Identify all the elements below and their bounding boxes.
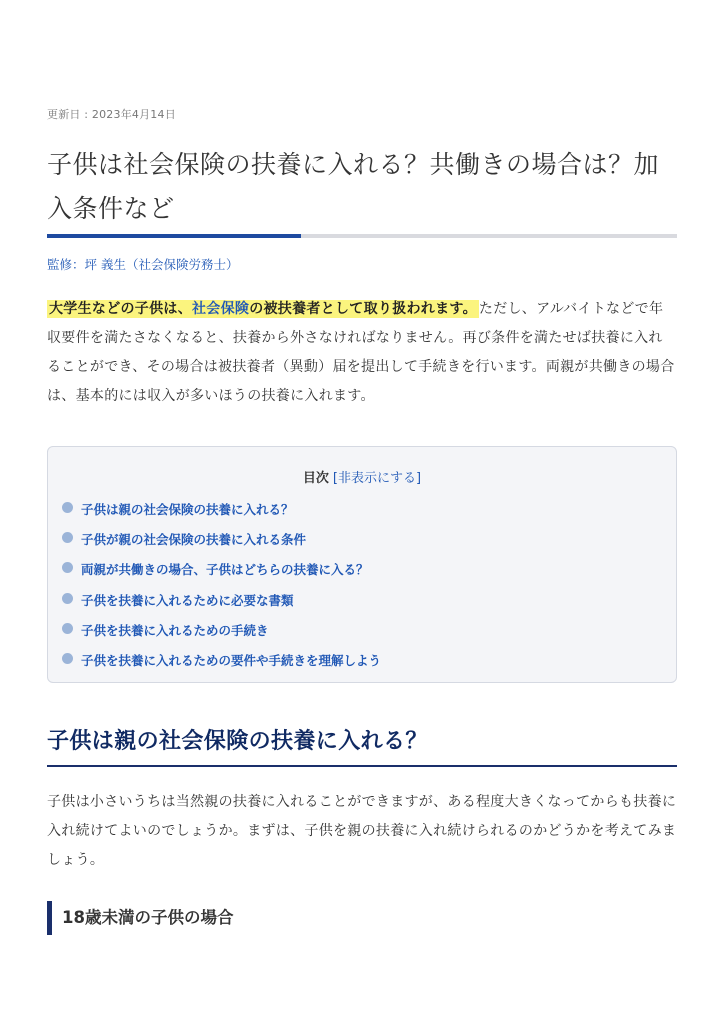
page-title: 子供は社会保険の扶養に入れる？共働きの場合は？加入条件など: [47, 150, 660, 223]
supervisor-credit[interactable]: 監修：坪 義生（社会保険労務士）: [47, 257, 239, 272]
title-underline-accent: [47, 234, 301, 238]
toc-list: [62, 500, 381, 681]
intro-rest-text: ただし、アルバイトなどで年収要件を満たさなくなると、扶養から外さなければなりません。再び条件を満たせば扶養に入れることができ、その場合は被扶養者（異動）届を提出して手続きを行います。両親が共働きの場合は、基本的には収入が多いほうの扶養に入れます。: [47, 301, 675, 404]
toc-item-label: 子供を扶養に入れるために必要な書類: [81, 592, 294, 608]
section-heading: 子供は親の社会保険の扶養に入れる？: [47, 729, 428, 754]
bullet-icon: [62, 562, 73, 573]
title-underline: [47, 234, 677, 238]
toc-item[interactable]: [62, 591, 381, 621]
toc-item[interactable]: [62, 530, 381, 560]
bullet-icon: [62, 653, 73, 664]
bullet-icon: [62, 502, 73, 513]
section-body: 子供は小さいうちは当然親の扶養に入れることができますが、ある程度大きくなってからも扶養に入れ続けてよいのでしょうか。まずは、子供を親の扶養に入れ続けられるのかどうかを考えてみましょう。: [47, 794, 677, 868]
toc-item-label: 両親が共働きの場合、子供はどちらの扶養に入る？: [81, 562, 369, 578]
subsection-heading: 18歳未満の子供の場合: [47, 901, 233, 935]
toc-item-label: 子供が親の社会保険の扶養に入れる条件: [81, 532, 307, 548]
bullet-icon: [62, 623, 73, 634]
highlight-text-before: 大学生などの子供は、: [49, 301, 192, 317]
updated-date: 更新日 : 2023年4月14日: [47, 108, 176, 121]
toc-item[interactable]: [62, 500, 381, 530]
toc-item[interactable]: [62, 651, 381, 681]
highlight-text-after: の被扶養者として取り扱われます。: [249, 301, 477, 317]
toc-item[interactable]: [62, 621, 381, 651]
toc-item-label: 子供は親の社会保険の扶養に入れる？: [81, 502, 294, 517]
toc-toggle-link[interactable]: [非表示にする]: [332, 471, 422, 486]
bullet-icon: [62, 532, 73, 543]
section-heading-rule: [47, 765, 677, 767]
toc-item-label: 子供を扶養に入れるための要件や手続きを理解しよう: [81, 652, 382, 668]
bullet-icon: [62, 593, 73, 604]
intro-highlight: [47, 300, 479, 318]
toc-item[interactable]: [62, 560, 381, 590]
social-insurance-link[interactable]: 社会保険: [192, 301, 250, 317]
intro-paragraph: [47, 295, 677, 411]
toc-item-label: 子供を扶養に入れるための手続き: [81, 622, 269, 638]
table-of-contents: [47, 446, 677, 683]
toc-header: [48, 467, 676, 486]
toc-title: 目次: [302, 471, 329, 486]
